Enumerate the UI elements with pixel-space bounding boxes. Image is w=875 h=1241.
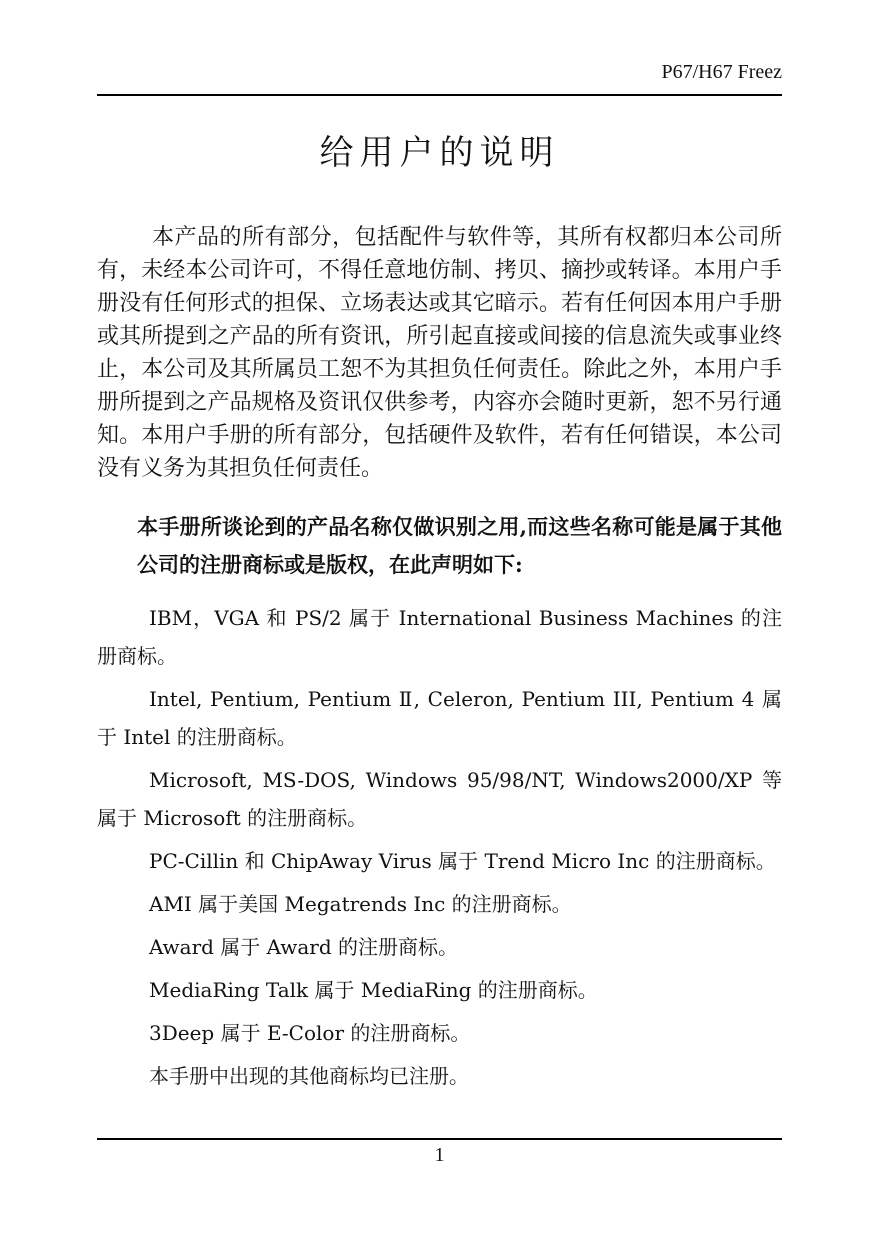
page-title: 给用户的说明 — [319, 133, 560, 173]
header-rule — [97, 94, 782, 96]
trademark-item-ibm: IBM，VGA 和 PS/2 属于 International Business Machines 的注册商标。 — [97, 606, 782, 668]
trademark-item-intel: Intel, Pentium, Pentium Ⅱ, Celeron, Pentium III, Pentium 4 属于 Intel 的注册商标。 — [97, 687, 782, 749]
trademark-item-award: Award 属于 Award 的注册商标。 — [149, 935, 458, 959]
page-footer — [97, 1138, 782, 1167]
footer-rule — [97, 1138, 782, 1140]
trademark-item-mediaring: MediaRing Talk 属于 MediaRing 的注册商标。 — [149, 978, 598, 1002]
trademark-item-ami: AMI 属于美国 Megatrends Inc 的注册商标。 — [149, 892, 572, 916]
trademark-item-microsoft: Microsoft, MS-DOS, Windows 95/98/NT, Windows2000/XP 等属于 Microsoft 的注册商标。 — [97, 768, 782, 830]
trademark-item-others: 本手册中出现的其他商标均已注册。 — [149, 1064, 469, 1088]
disclaimer-paragraph: 本产品的所有部分，包括配件与软件等，其所有权都归本公司所有，未经本公司许可，不得任意地仿制、拷贝、摘抄或转译。本用户手册没有任何形式的担保、立场表达或其它暗示。若有任何因本用户手册或其所提到之产品的所有资讯，所引起直接或间接的信息流失或事业终止，本公司及其所属员工恕不为其担负任何责任。除此之外，本用户手册所提到之产品规格及资讯仅供参考，内容亦会随时更新，恕不另行通知。本用户手册的所有部分，包括硬件及软件，若有任何错误，本公司没有义务为其担负任何责任。 — [97, 225, 782, 481]
trademark-item-3deep: 3Deep 属于 E-Color 的注册商标。 — [149, 1021, 471, 1045]
page-header — [97, 0, 782, 84]
trademark-item-pccillin: PC-Cillin 和 ChipAway Virus 属于 Trend Micro Inc 的注册商标。 — [149, 849, 776, 873]
header-product-name: P67/H67 Freez — [661, 61, 782, 83]
trademark-list — [97, 599, 782, 1095]
page-number: 1 — [434, 1144, 445, 1166]
trademark-notice: 本手册所谈论到的产品名称仅做识别之用,而这些名称可能是属于其他公司的注册商标或是版权，在此声明如下: — [137, 514, 782, 577]
